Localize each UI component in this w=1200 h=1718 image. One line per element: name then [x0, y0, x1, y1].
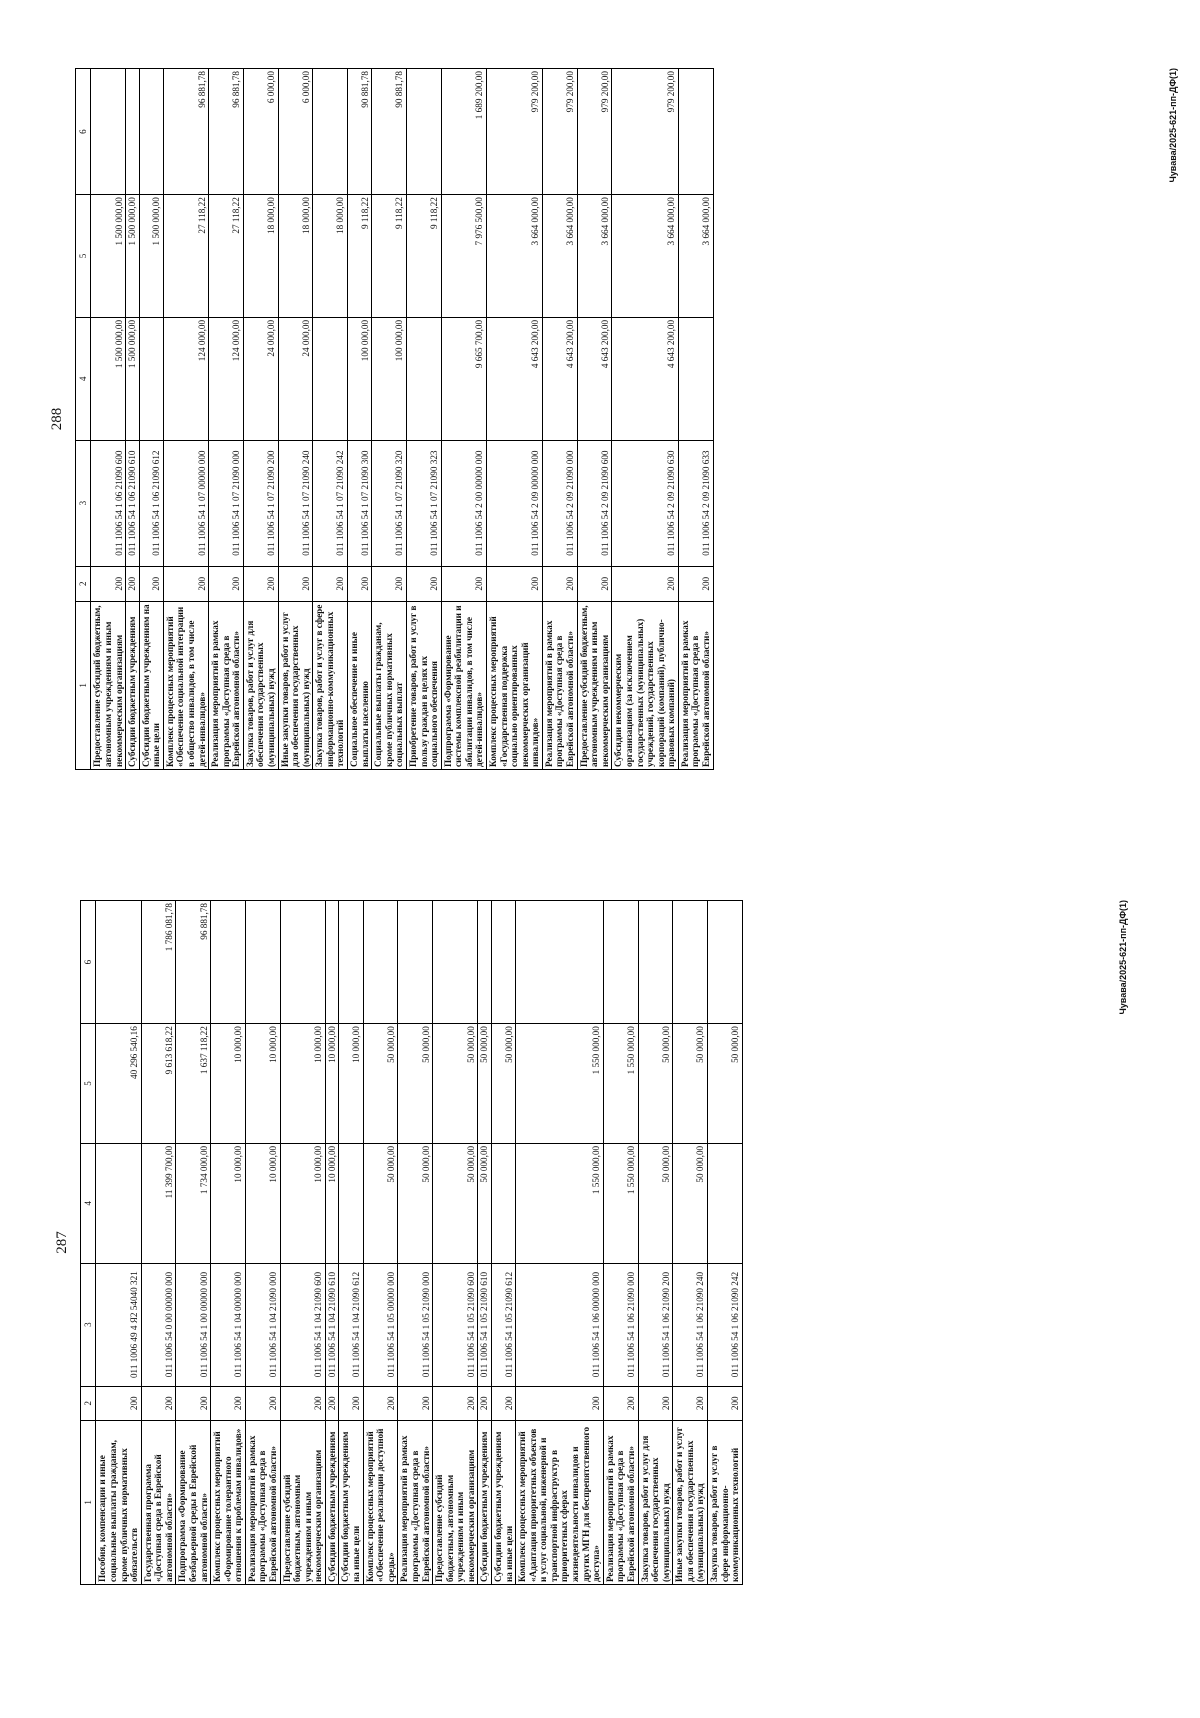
- row-name-cell: Реализация мероприятий в рамках программы «Доступная среда в Еврейской автономной области»: [542, 601, 577, 769]
- table-row: [278, 69, 313, 770]
- row-group-cell: 200: [211, 1386, 246, 1420]
- row-code-cell: 011 1006 54 1 06 21090 600: [91, 440, 126, 566]
- row-value-col4: [406, 317, 441, 440]
- header-row: [81, 901, 96, 1585]
- row-value-col6: [96, 901, 141, 1024]
- row-value-col4: 1 500 000,00: [126, 317, 140, 440]
- row-group-cell: 200: [612, 566, 678, 601]
- row-code-cell: 011 1006 54 1 04 21090 610: [325, 1263, 339, 1386]
- row-name-cell: Закупка товаров, работ и услуг в сфере информационно-коммуникационных технологий: [313, 601, 348, 769]
- row-group-cell: 200: [339, 1386, 363, 1420]
- row-value-col6: [139, 69, 163, 195]
- table-row: [313, 69, 348, 770]
- col-header-6: 6: [81, 901, 96, 1024]
- row-code-cell: 011 1006 54 1 05 21090 612: [492, 1263, 516, 1386]
- col-header-3: 3: [76, 440, 91, 566]
- row-value-col6: [280, 901, 325, 1024]
- row-value-col4: 10 000,00: [245, 1143, 280, 1263]
- row-value-col6: [707, 901, 742, 1024]
- col-header-3: 3: [81, 1263, 96, 1386]
- page-288: [49, 68, 1178, 770]
- table-row: [139, 69, 163, 770]
- row-name-cell: Предоставление субсидий бюджетным, автономным учреждениям и иным некоммерческим организациям: [91, 601, 126, 769]
- row-name-cell: Субсидии некоммерческим организациям (за исключением государственных (муниципальных) учреждений, государственных корпораций (компаний), публично-правовых компаний): [612, 601, 678, 769]
- document-footer: Чувава/2025-621-пп-ДФ(1): [1118, 900, 1128, 1015]
- header-row: [76, 69, 91, 770]
- row-value-col5: 1 500 000,00: [91, 195, 126, 318]
- row-code-cell: 011 1006 49 4 Я2 54040 321: [96, 1263, 141, 1386]
- row-value-col6: [325, 901, 339, 1024]
- table-row: [96, 901, 141, 1585]
- table-row: [176, 901, 211, 1585]
- row-name-cell: Иные закупки товаров, работ и услуг для обеспечения государственных (муниципальных) нужд: [673, 1420, 708, 1584]
- row-code-cell: 011 1006 54 2 09 21090 633: [678, 440, 713, 566]
- row-code-cell: 011 1006 54 2 09 00000 000: [487, 440, 543, 566]
- row-group-cell: 200: [209, 566, 244, 601]
- row-value-col5: 3 664 000,00: [542, 195, 577, 318]
- table-row: [243, 69, 278, 770]
- row-value-col6: [398, 901, 433, 1024]
- page-287: [54, 900, 1128, 1585]
- row-code-cell: 011 1006 54 1 06 21090 242: [707, 1263, 742, 1386]
- table-row: [542, 69, 577, 770]
- table-row: [678, 69, 713, 770]
- row-name-cell: Предоставление субсидий бюджетным, автономным учреждениям и иным некоммерческим организациям: [280, 1420, 325, 1584]
- table-body: [96, 901, 742, 1585]
- table-row: [492, 901, 516, 1585]
- row-name-cell: Комплекс процессных мероприятий «Обеспечение реализации доступной среды»: [363, 1420, 398, 1584]
- row-value-col5: 50 000,00: [492, 1024, 516, 1144]
- table-row: [487, 69, 543, 770]
- row-group-cell: 200: [280, 1386, 325, 1420]
- row-value-col6: [638, 901, 673, 1024]
- row-value-col4: 1 550 000,00: [516, 1143, 604, 1263]
- table-row: [433, 901, 478, 1585]
- row-value-col6: [91, 69, 126, 195]
- row-name-cell: Реализация мероприятий в рамках программы «Доступная среда в Еврейской автономной области»: [209, 601, 244, 769]
- row-group-cell: 200: [398, 1386, 433, 1420]
- row-code-cell: 011 1006 54 1 04 21090 612: [339, 1263, 363, 1386]
- row-name-cell: Комплекс процессных мероприятий «Формирование толерантного отношения к проблемам инвалидов»: [211, 1420, 246, 1584]
- row-code-cell: 011 1006 54 1 06 21090 240: [673, 1263, 708, 1386]
- row-value-col4: 24 000,00: [243, 317, 278, 440]
- row-name-cell: Предоставление субсидий бюджетным, автономным учреждениям и иным некоммерческим организациям: [577, 601, 612, 769]
- row-code-cell: 011 1006 54 1 07 21090 200: [243, 440, 278, 566]
- row-value-col4: 50 000,00: [638, 1143, 673, 1263]
- row-code-cell: 011 1006 54 1 07 21090 323: [406, 440, 441, 566]
- row-code-cell: 011 1006 54 1 06 21090 612: [139, 440, 163, 566]
- table-row: [441, 69, 486, 770]
- row-name-cell: Субсидии бюджетным учреждениям на иные цели: [139, 601, 163, 769]
- table-row: [91, 69, 126, 770]
- row-group-cell: 200: [325, 1386, 339, 1420]
- row-name-cell: Подпрограмма «Формирование системы комплексной реабилитации и абилитации инвалидов, в том числе детей-инвалидов»: [441, 601, 486, 769]
- row-value-col6: 90 881,78: [372, 69, 407, 195]
- col-header-4: 4: [81, 1143, 96, 1263]
- row-value-col6: 96 881,78: [209, 69, 244, 195]
- row-group-cell: 200: [542, 566, 577, 601]
- row-value-col6: 6 000,00: [243, 69, 278, 195]
- row-value-col6: [126, 69, 140, 195]
- page-number: 287: [54, 1231, 70, 1254]
- row-name-cell: Реализация мероприятий в рамках программы «Доступная среда в Еврейской автономной области»: [245, 1420, 280, 1584]
- row-code-cell: 011 1006 54 1 06 21090 000: [603, 1263, 638, 1386]
- row-value-col5: 3 664 000,00: [487, 195, 543, 318]
- row-group-cell: 200: [363, 1386, 398, 1420]
- budget-table: [80, 900, 743, 1585]
- row-value-col6: [245, 901, 280, 1024]
- col-header-5: 5: [81, 1024, 96, 1144]
- row-code-cell: 011 1006 54 1 04 21090 600: [280, 1263, 325, 1386]
- row-value-col5: 50 000,00: [707, 1024, 742, 1144]
- row-name-cell: Приобретение товаров, работ и услуг в пользу граждан в целях их социального обеспечения: [406, 601, 441, 769]
- row-value-col6: [516, 901, 604, 1024]
- table-row: [339, 901, 363, 1585]
- col-header-1: 1: [76, 601, 91, 769]
- row-group-cell: 200: [433, 1386, 478, 1420]
- row-name-cell: Социальное обеспечение и иные выплаты населению: [348, 601, 372, 769]
- row-code-cell: 011 1006 54 1 06 00000 000: [516, 1263, 604, 1386]
- col-header-6: 6: [76, 69, 91, 195]
- row-value-col4: 10 000,00: [211, 1143, 246, 1263]
- row-value-col4: [139, 317, 163, 440]
- table-row: [398, 901, 433, 1585]
- row-value-col5: 3 664 000,00: [612, 195, 678, 318]
- row-value-col6: [492, 901, 516, 1024]
- row-code-cell: 011 1006 54 1 00 00000 000: [176, 1263, 211, 1386]
- row-value-col4: [678, 317, 713, 440]
- row-group-cell: 200: [487, 566, 543, 601]
- row-code-cell: 011 1006 54 2 09 21090 000: [542, 440, 577, 566]
- row-group-cell: 200: [372, 566, 407, 601]
- row-value-col6: [678, 69, 713, 195]
- row-value-col5: 9 118,22: [348, 195, 372, 318]
- row-group-cell: 200: [441, 566, 486, 601]
- row-group-cell: 200: [707, 1386, 742, 1420]
- row-value-col5: 27 118,22: [209, 195, 244, 318]
- row-value-col4: [339, 1143, 363, 1263]
- row-code-cell: 011 1006 54 1 06 21090 200: [638, 1263, 673, 1386]
- table-row: [478, 901, 492, 1585]
- table-row: [363, 901, 398, 1585]
- row-group-cell: 200: [678, 566, 713, 601]
- row-value-col5: 3 664 000,00: [577, 195, 612, 318]
- row-value-col5: 10 000,00: [325, 1024, 339, 1144]
- row-value-col5: 50 000,00: [363, 1024, 398, 1144]
- row-value-col5: 50 000,00: [398, 1024, 433, 1144]
- row-value-col5: 3 664 000,00: [678, 195, 713, 318]
- table-row: [348, 69, 372, 770]
- row-name-cell: Субсидии бюджетным учреждениям: [126, 601, 140, 769]
- row-code-cell: 011 1006 54 1 06 21090 610: [126, 440, 140, 566]
- row-value-col4: 1 500 000,00: [91, 317, 126, 440]
- row-value-col5: 1 500 000,00: [126, 195, 140, 318]
- row-value-col4: 4 643 200,00: [487, 317, 543, 440]
- row-group-cell: 200: [243, 566, 278, 601]
- row-code-cell: 011 1006 54 1 05 21090 000: [398, 1263, 433, 1386]
- row-value-col5: 1 500 000,00: [139, 195, 163, 318]
- table-row: [211, 901, 246, 1585]
- row-code-cell: 011 1006 54 1 07 00000 000: [163, 440, 208, 566]
- row-code-cell: 011 1006 54 1 04 00000 000: [211, 1263, 246, 1386]
- row-value-col6: [313, 69, 348, 195]
- row-value-col6: [603, 901, 638, 1024]
- table-row: [577, 69, 612, 770]
- table-row: [126, 69, 140, 770]
- table-row: [707, 901, 742, 1585]
- col-header-4: 4: [76, 317, 91, 440]
- table-row: [163, 69, 208, 770]
- col-header-5: 5: [76, 195, 91, 318]
- row-group-cell: 200: [176, 1386, 211, 1420]
- row-value-col4: 24 000,00: [278, 317, 313, 440]
- row-code-cell: 011 1006 54 2 09 21090 630: [612, 440, 678, 566]
- row-value-col4: 1 550 000,00: [603, 1143, 638, 1263]
- table-row: [372, 69, 407, 770]
- row-value-col4: 11 399 700,00: [141, 1143, 176, 1263]
- table-row: [280, 901, 325, 1585]
- row-value-col4: 50 000,00: [398, 1143, 433, 1263]
- row-value-col6: [406, 69, 441, 195]
- col-header-1: 1: [81, 1420, 96, 1584]
- row-group-cell: 200: [673, 1386, 708, 1420]
- table-row: [245, 901, 280, 1585]
- row-name-cell: Подпрограмма «Формирование безбарьерной среды в Еврейской автономной области»: [176, 1420, 211, 1584]
- table-row: [638, 901, 673, 1585]
- row-name-cell: Иные закупки товаров, работ и услуг для обеспечения государственных (муниципальных) нужд: [278, 601, 313, 769]
- row-value-col6: [339, 901, 363, 1024]
- document-footer: Чувава/2025-621-пп-ДФ(1): [1168, 68, 1178, 183]
- row-group-cell: 200: [516, 1386, 604, 1420]
- row-code-cell: 011 1006 54 1 07 21090 300: [348, 440, 372, 566]
- row-name-cell: Закупка товаров, работ и услуг для обеспечения государственных (муниципальных) нужд: [638, 1420, 673, 1584]
- row-value-col4: 4 643 200,00: [542, 317, 577, 440]
- row-value-col5: 18 000,00: [278, 195, 313, 318]
- row-value-col4: 124 000,00: [209, 317, 244, 440]
- row-value-col4: 50 000,00: [363, 1143, 398, 1263]
- row-value-col5: 50 000,00: [638, 1024, 673, 1144]
- row-value-col6: 979 200,00: [612, 69, 678, 195]
- row-group-cell: 200: [492, 1386, 516, 1420]
- row-group-cell: 200: [91, 566, 126, 601]
- row-name-cell: Закупка товаров, работ и услуг для обеспечения государственных (муниципальных) нужд: [243, 601, 278, 769]
- col-header-2: 2: [76, 566, 91, 601]
- row-group-cell: 200: [139, 566, 163, 601]
- row-name-cell: Субсидии бюджетным учреждениям на иные цели: [492, 1420, 516, 1584]
- row-value-col5: 40 296 540,16: [96, 1024, 141, 1144]
- table-row: [406, 69, 441, 770]
- row-group-cell: 200: [278, 566, 313, 601]
- row-name-cell: Реализация мероприятий в рамках программы «Доступная среда в Еврейской автономной области»: [603, 1420, 638, 1584]
- row-value-col4: 50 000,00: [433, 1143, 478, 1263]
- row-code-cell: 011 1006 54 1 07 21090 000: [209, 440, 244, 566]
- row-name-cell: Субсидии бюджетным учреждениям: [478, 1420, 492, 1584]
- row-value-col4: 50 000,00: [478, 1143, 492, 1263]
- row-name-cell: Пособия, компенсации и иные социальные выплаты гражданам, кроме публичных нормативных обязательств: [96, 1420, 141, 1584]
- row-group-cell: 200: [603, 1386, 638, 1420]
- row-value-col4: [96, 1143, 141, 1263]
- row-value-col6: 96 881,78: [163, 69, 208, 195]
- row-value-col5: 1 550 000,00: [516, 1024, 604, 1144]
- row-group-cell: 200: [245, 1386, 280, 1420]
- table-row: [603, 901, 638, 1585]
- col-header-2: 2: [81, 1386, 96, 1420]
- row-value-col6: 979 200,00: [577, 69, 612, 195]
- row-value-col4: [313, 317, 348, 440]
- row-name-cell: Субсидии бюджетным учреждениям на иные цели: [339, 1420, 363, 1584]
- row-name-cell: Комплекс процессных мероприятий «Государственная поддержка социально ориентированных некоммерческих организаций инвалидов»: [487, 601, 543, 769]
- row-value-col6: 1 786 081,78: [141, 901, 176, 1024]
- row-value-col4: 4 643 200,00: [612, 317, 678, 440]
- row-name-cell: Государственная программа «Доступная среда в Еврейской автономной области»: [141, 1420, 176, 1584]
- row-value-col5: 27 118,22: [163, 195, 208, 318]
- row-name-cell: Закупка товаров, работ и услуг в сфере информационно-коммуникационных технологий: [707, 1420, 742, 1584]
- row-value-col5: 10 000,00: [339, 1024, 363, 1144]
- row-code-cell: 011 1006 54 2 09 21090 600: [577, 440, 612, 566]
- row-value-col6: 96 881,78: [176, 901, 211, 1024]
- row-code-cell: 011 1006 54 1 05 21090 610: [478, 1263, 492, 1386]
- row-value-col5: 9 118,22: [372, 195, 407, 318]
- row-code-cell: 011 1006 54 1 07 21090 240: [278, 440, 313, 566]
- row-name-cell: Реализация мероприятий в рамках программы «Доступная среда в Еврейской автономной области»: [398, 1420, 433, 1584]
- row-value-col5: 50 000,00: [433, 1024, 478, 1144]
- row-value-col5: 10 000,00: [280, 1024, 325, 1144]
- row-name-cell: Комплекс процессных мероприятий «Обеспечение социальной интеграции в общество инвалидов, в том числе детей-инвалидов»: [163, 601, 208, 769]
- row-value-col4: 9 665 700,00: [441, 317, 486, 440]
- row-value-col6: 1 689 200,00: [441, 69, 486, 195]
- row-value-col4: [707, 1143, 742, 1263]
- row-group-cell: 200: [577, 566, 612, 601]
- row-name-cell: Предоставление субсидий бюджетным, автономным учреждениям и иным некоммерческим организациям: [433, 1420, 478, 1584]
- row-group-cell: 200: [313, 566, 348, 601]
- row-value-col5: 18 000,00: [313, 195, 348, 318]
- table-row: [673, 901, 708, 1585]
- table-body: [91, 69, 713, 770]
- row-value-col5: 7 976 500,00: [441, 195, 486, 318]
- page-number: 288: [49, 407, 65, 431]
- budget-table: [75, 68, 714, 770]
- row-value-col6: 979 200,00: [487, 69, 543, 195]
- row-value-col4: 4 643 200,00: [577, 317, 612, 440]
- row-group-cell: 200: [406, 566, 441, 601]
- row-code-cell: 011 1006 54 1 05 21090 600: [433, 1263, 478, 1386]
- row-code-cell: 011 1006 54 1 07 21090 320: [372, 440, 407, 566]
- row-value-col4: [492, 1143, 516, 1263]
- row-group-cell: 200: [126, 566, 140, 601]
- row-value-col4: 100 000,00: [372, 317, 407, 440]
- row-code-cell: 011 1006 54 1 04 21090 000: [245, 1263, 280, 1386]
- row-group-cell: 200: [348, 566, 372, 601]
- row-value-col6: 6 000,00: [278, 69, 313, 195]
- row-code-cell: 011 1006 54 0 00 00000 000: [141, 1263, 176, 1386]
- row-name-cell: Субсидии бюджетным учреждениям: [325, 1420, 339, 1584]
- row-value-col5: 1 637 118,22: [176, 1024, 211, 1144]
- row-value-col6: 979 200,00: [542, 69, 577, 195]
- row-group-cell: 200: [638, 1386, 673, 1420]
- row-value-col5: 10 000,00: [211, 1024, 246, 1144]
- row-code-cell: 011 1006 54 1 05 00000 000: [363, 1263, 398, 1386]
- row-value-col6: 90 881,78: [348, 69, 372, 195]
- row-name-cell: Комплекс процессных мероприятий «Адаптация приоритетных объектов и услуг социальной, инженерной и транспортной инфраструктур в приоритетных сферах жизнедеятельности инвалидов и других МГН для беспрепятственного доступа»: [516, 1420, 604, 1584]
- row-code-cell: 011 1006 54 1 07 21090 242: [313, 440, 348, 566]
- row-value-col5: 1 550 000,00: [603, 1024, 638, 1144]
- row-value-col6: [363, 901, 398, 1024]
- row-group-cell: 200: [478, 1386, 492, 1420]
- row-value-col5: 50 000,00: [478, 1024, 492, 1144]
- row-value-col4: 50 000,00: [673, 1143, 708, 1263]
- row-name-cell: Социальные выплаты гражданам, кроме публичных нормативных социальных выплат: [372, 601, 407, 769]
- row-value-col6: [673, 901, 708, 1024]
- row-name-cell: Реализация мероприятий в рамках программы «Доступная среда в Еврейской автономной области»: [678, 601, 713, 769]
- row-value-col5: 10 000,00: [245, 1024, 280, 1144]
- row-value-col5: 9 613 618,22: [141, 1024, 176, 1144]
- row-group-cell: 200: [141, 1386, 176, 1420]
- row-value-col4: 10 000,00: [280, 1143, 325, 1263]
- table-row: [325, 901, 339, 1585]
- table-row: [209, 69, 244, 770]
- row-value-col6: [433, 901, 478, 1024]
- row-value-col4: 124 000,00: [163, 317, 208, 440]
- row-value-col5: 50 000,00: [673, 1024, 708, 1144]
- row-group-cell: 200: [96, 1386, 141, 1420]
- row-value-col6: [211, 901, 246, 1024]
- table-row: [141, 901, 176, 1585]
- row-value-col5: 18 000,00: [243, 195, 278, 318]
- row-value-col4: 10 000,00: [325, 1143, 339, 1263]
- row-value-col4: 100 000,00: [348, 317, 372, 440]
- row-value-col4: 1 734 000,00: [176, 1143, 211, 1263]
- row-value-col5: 9 118,22: [406, 195, 441, 318]
- table-row: [516, 901, 604, 1585]
- row-value-col6: [478, 901, 492, 1024]
- row-code-cell: 011 1006 54 2 00 00000 000: [441, 440, 486, 566]
- table-row: [612, 69, 678, 770]
- row-group-cell: 200: [163, 566, 208, 601]
